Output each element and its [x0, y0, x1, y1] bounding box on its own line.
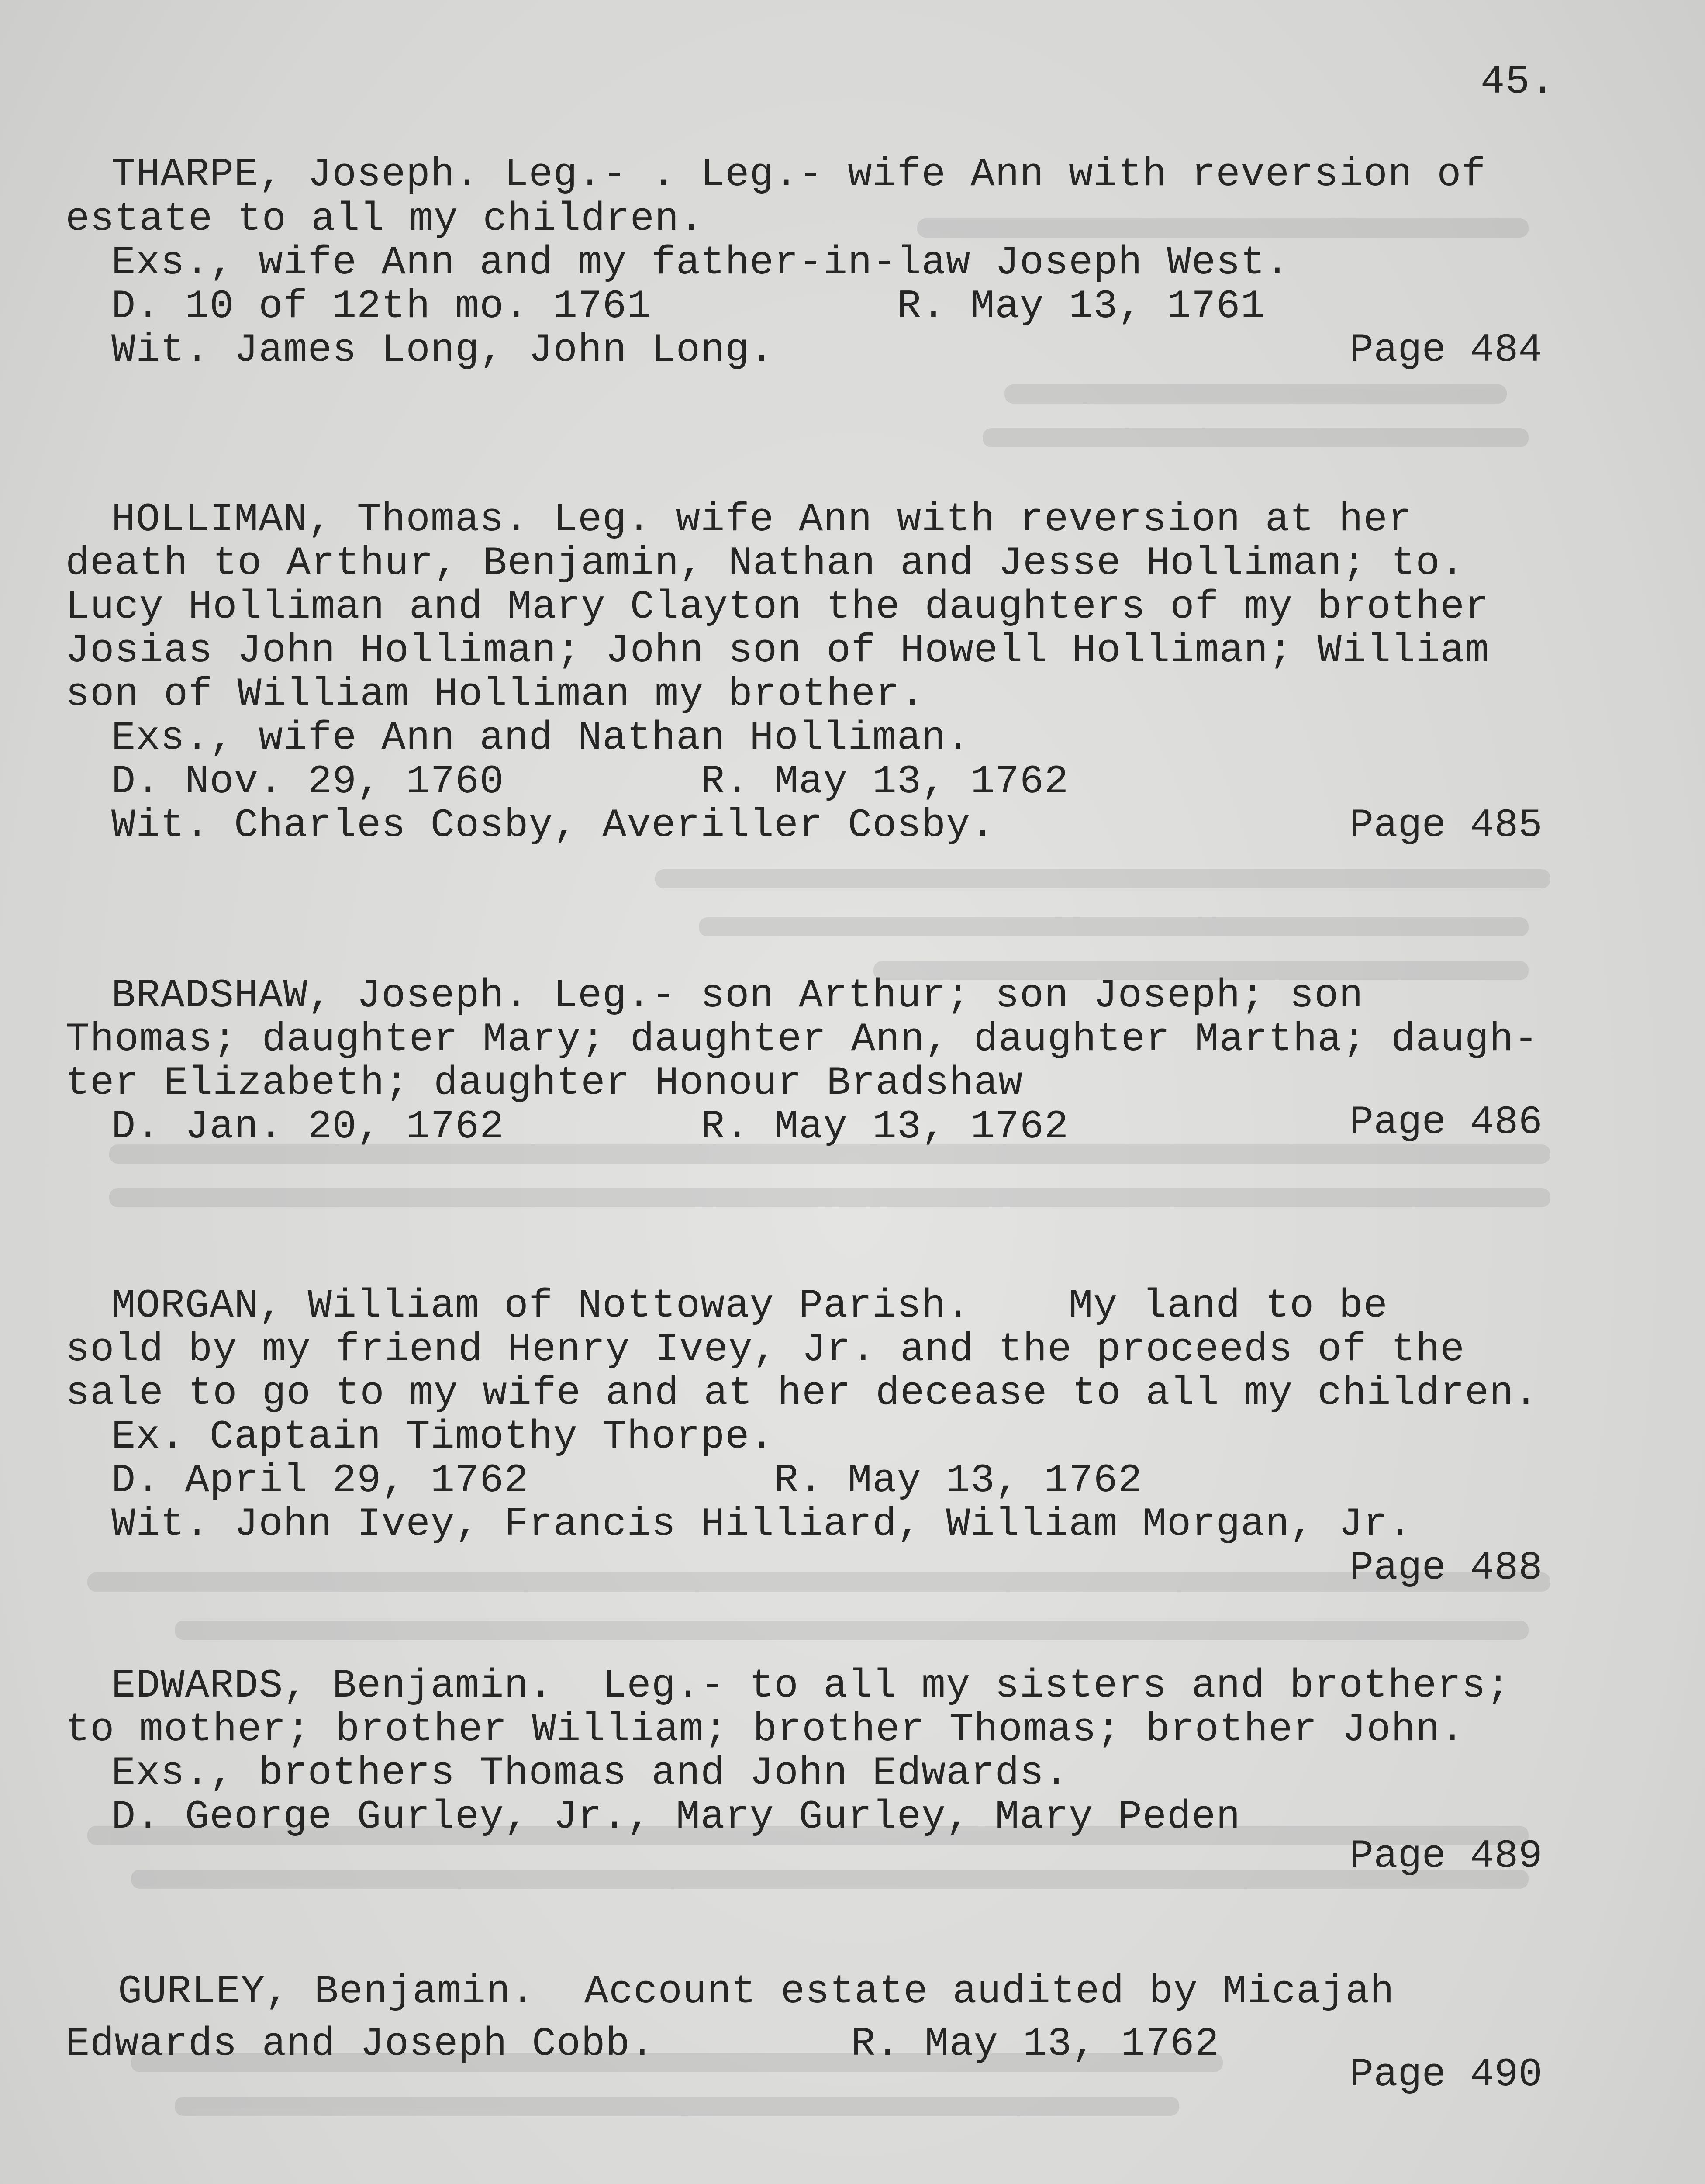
page-number: 45. [1481, 59, 1556, 105]
page-reference: Page 489 [1350, 1833, 1543, 1879]
entry-line: estate to all my children. [66, 196, 704, 242]
entry-line: Wit. John Ivey, Francis Hilliard, William Morgan, Jr. [111, 1501, 1413, 1547]
entry-line: Edwards and Joseph Cobb. R. May 13, 1762 [66, 2021, 1219, 2067]
entry-line: ter Elizabeth; daughter Honour Bradshaw [66, 1060, 1023, 1106]
page-reference: Page 490 [1350, 2052, 1543, 2098]
entry-line: sale to go to my wife and at her decease to all my children. [66, 1370, 1539, 1416]
entry-line: Exs., wife Ann and my father-in-law Joseph West. [111, 240, 1290, 286]
entry-line: GURLEY, Benjamin. Account estate audited by Micajah [118, 1969, 1394, 2015]
page-reference: Page 485 [1350, 802, 1543, 848]
entry-line: D. April 29, 1762 R. May 13, 1762 [111, 1458, 1142, 1503]
entry-line: D. Jan. 20, 1762 R. May 13, 1762 [111, 1104, 1069, 1150]
entry-line: HOLLIMAN, Thomas. Leg. wife Ann with reversion at her [111, 497, 1413, 543]
entry-line: sold by my friend Henry Ivey, Jr. and the proceeds of the [66, 1327, 1465, 1372]
entry-line: Ex. Captain Timothy Thorpe. [111, 1414, 774, 1460]
entry-line: Wit. James Long, John Long. [111, 327, 774, 373]
entry-line: Thomas; daughter Mary; daughter Ann, daughter Martha; daugh- [66, 1016, 1539, 1062]
entry-line: D. George Gurley, Jr., Mary Gurley, Mary Peden [111, 1794, 1241, 1840]
entry-line: to mother; brother William; brother Thomas; brother John. [66, 1707, 1465, 1752]
entry-line: MORGAN, William of Nottoway Parish. My land to be [111, 1283, 1388, 1329]
page-reference: Page 484 [1350, 327, 1543, 373]
entry-line: D. Nov. 29, 1760 R. May 13, 1762 [111, 759, 1069, 805]
entry-line: BRADSHAW, Joseph. Leg.- son Arthur; son Joseph; son [111, 973, 1363, 1019]
page-reference: Page 488 [1350, 1545, 1543, 1591]
entry-line: EDWARDS, Benjamin. Leg.- to all my sisters and brothers; [111, 1663, 1511, 1709]
entry-line: D. 10 of 12th mo. 1761 R. May 13, 1761 [111, 283, 1265, 329]
page-reference: Page 486 [1350, 1099, 1543, 1145]
entry-line: Exs., wife Ann and Nathan Holliman. [111, 715, 971, 761]
entry-line: death to Arthur, Benjamin, Nathan and Jesse Holliman; to. [66, 540, 1465, 586]
entry-line: son of William Holliman my brother. [66, 671, 925, 717]
entry-line: THARPE, Joseph. Leg.- . Leg.- wife Ann with reversion of [111, 152, 1486, 197]
entry-line: Josias John Holliman; John son of Howell Holliman; William [66, 628, 1490, 674]
entry-line: Wit. Charles Cosby, Averiller Cosby. [111, 802, 995, 848]
entry-line: Lucy Holliman and Mary Clayton the daughters of my brother [66, 584, 1490, 630]
entry-line: Exs., brothers Thomas and John Edwards. [111, 1750, 1069, 1796]
